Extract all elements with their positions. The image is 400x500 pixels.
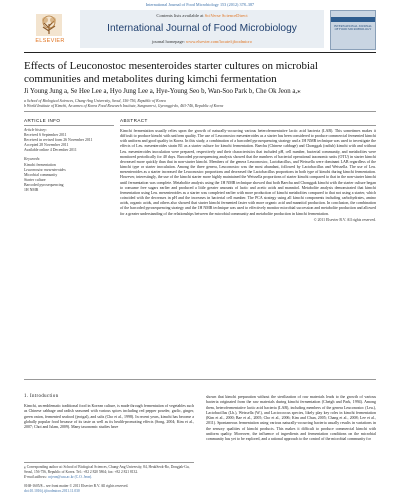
intro-paragraph-continued: shown that kimchi preparation without the sterilization of raw materials leads to the growth of various bacteria originated from the raw materials during kimchi fermentation (Cheigh and Park, 1994). Among them, heterofermentative lactic acid bacteria (LAB), including members of the genera Leuconostoc (Leu.), Lactobacillus (Lb.), Weissella (W.), and Lactococcus species, likely play key roles in kimchi fermentation (Kim et al., 2000; Bae et al., 2005; Cho et al., 2006; Kim and Chun, 2005; Chang et al., 2008; Lee et al., 2011). Spontaneous fermentation using various naturally-occurring bacteria usually results in variations in the sensory qualities of kimchi products. This makes it difficult to produce commercial kimchi with uniform quality. Moreover, the influence of ingredients and fermentation conditions on the microbial community has yet to be explored, and a rational approach to the control of the microbial community for bbox=[206, 394, 376, 441]
abstract-heading: ABSTRACT bbox=[120, 118, 148, 123]
journal-title: International Journal of Food Microbiology bbox=[107, 23, 297, 34]
contents-prefix: Contents lists available at bbox=[156, 13, 205, 18]
article-info-heading: ARTICLE INFO bbox=[24, 118, 61, 123]
keywords-label: Keywords: bbox=[24, 157, 41, 162]
history-label: Article history: bbox=[24, 128, 48, 132]
keywords bbox=[24, 157, 114, 193]
footnotes bbox=[24, 462, 194, 479]
article-authors: Ji Young Jung a, Se Hee Lee a, Hyo Jung Lee a, Hye-Young Seo b, Wan-Soo Park b, Che Ok Jeon a,⁎ bbox=[24, 88, 301, 95]
history-item: Received 6 September 2011 bbox=[24, 133, 67, 138]
intro-paragraph: Kimchi, an emblematic traditional food in Korean culture, is made through fermentation of vegetables such as Chinese cabbage and radish seasoned with various spices including red pepper powder, garlic, ginger, green onion, fermented seafood (jeotgal), and salts (Cho et al., 1998). In recent years, kimchi has become a globally popular food because of its taste as well as its health-promoting effects (Song, 2004; Kim et al., 2007; Choi and Islam, 2009). Many taxonomic studies have bbox=[24, 403, 194, 429]
intro-column-left bbox=[24, 394, 194, 429]
abstract-text: Kimchi fermentation usually relies upon the growth of naturally-occurring various heterofermentative lactic acid bacteria (LAB). This sometimes makes it difficult to produce kimchi with uniform quality. The use of Leuconostoc mesenteroides as a starter has been considered to produce commercial fermented kimchi with uniform and good quality in Korea. In this study, a combination of a barcoded pyrosequencing strategy and a 1H NMR technique was used to investigate the effects of Leu. mesenteroides strain B1 as a starter culture for kimchi fermentation. Baechu (Chinese cabbage) and Chonggak (radish) kimchi with and without Leu. mesenteroides inoculation were prepared, respectively and their characteristics that included pH, cell number, bacterial community, and metabolites were monitored periodically for 40 days. Barcoded pyrosequencing analysis showed that the numbers of bacterial operational taxonomic units (OTU) in starter kimchi decreased more quickly than that in non-starter kimchi. Members of the genera Leuconostoc, Lactobacillus, and Weissella were dominant LAB regardless of the kimchi type or starter inoculation. Among the three genera, Leuconostoc was the most abundant, followed by Lactobacillus and Weissella. The use of Leu. mesenteroides as a starter increased the Leuconostoc proportions and decreased the Lactobacillus proportions in both type of kimchi during kimchi fermentation. However, interestingly, the use of the kimchi starter more highly maintained the Weissella proportions of starter kimchi compared to that in the non-starter kimchi until fermentation was complete. Metabolite analysis using the 1H NMR technique showed that both Baechu and Chonggak kimchi with the starter culture began to consume free sugars earlier and produced a little greater amounts of lactic and acetic acids and mannitol. Metabolite analysis demonstrated that kimchi fermentation using Leu. mesenteroides as a starter was completed earlier with more production of kimchi metabolites compared to that not using a starter, which coincided with the decreases in pH and the increases in bacterial cell number. The PCA strategy using all kimchi components including carbohydrates, amino acids, organic acids, and others also showed that starter kimchi fermented faster with more organic acid and mannitol production. In conclusion, the combination of the barcoded pyrosequencing strategy and the 1H NMR technique was used to effectively monitor microbial succession and metabolite production and allowed for a greater understanding of the relationships between the microbial community and metabolite production in kimchi fermentation. bbox=[120, 125, 376, 216]
publisher-logo bbox=[24, 12, 76, 46]
keyword: 1H NMR bbox=[24, 188, 39, 193]
journal-header bbox=[80, 10, 324, 48]
homepage-line bbox=[80, 39, 324, 44]
history-item: Available online 4 December 2011 bbox=[24, 148, 77, 153]
homepage-prefix: journal homepage: bbox=[152, 39, 186, 44]
keyword: Starter culture bbox=[24, 177, 46, 182]
doi-link[interactable]: doi:10.1016/j.ijfoodmicro.2011.11.030 bbox=[24, 488, 80, 493]
header-divider bbox=[24, 52, 376, 53]
sciencedirect-link[interactable]: SciVerse ScienceDirect bbox=[204, 13, 248, 18]
article-title: Effects of Leuconostoc mesenteroides starter cultures on microbial communities and metabolites during kimchi fermentation bbox=[24, 60, 318, 85]
abstract-copyright: © 2011 Elsevier B.V. All rights reserved. bbox=[313, 217, 376, 222]
keyword: Kimchi fermentation bbox=[24, 162, 56, 167]
affiliations bbox=[24, 99, 376, 110]
email-note bbox=[24, 475, 194, 480]
keyword: Barcoded pyrosequencing bbox=[24, 182, 64, 187]
running-header: International Journal of Food Microbiology 153 (2012) 378–387 bbox=[145, 2, 255, 7]
intro-heading: 1. Introduction bbox=[24, 394, 59, 399]
article-history bbox=[24, 125, 114, 153]
intro-column-right bbox=[206, 394, 376, 441]
section-divider bbox=[24, 111, 376, 112]
email-link[interactable]: cojeon@cau.ac.kr (C.O. Jeon). bbox=[47, 474, 93, 479]
front-matter-footer bbox=[24, 484, 224, 493]
affiliation-a: a School of Biological Sciences, Chung-Ang University, Seoul, 156-756, Republic of Korea bbox=[24, 99, 166, 103]
history-item: Received in revised form 26 November 2011 bbox=[24, 138, 93, 143]
contents-line bbox=[80, 13, 324, 18]
abstract-divider bbox=[24, 379, 376, 380]
affiliation-b: b World Institute of Kimchi, An annex of Korea Food Research Institute, Sungnam-si, Gyeonggi-do, 463-746, Republic of Korea bbox=[24, 104, 224, 109]
history-item: Accepted 28 November 2011 bbox=[24, 143, 69, 148]
article-info bbox=[24, 118, 114, 193]
homepage-link[interactable]: www.elsevier.com/locate/ijfoodmicro bbox=[185, 39, 252, 44]
elsevier-tree-icon bbox=[36, 14, 62, 36]
keyword: Microbial community bbox=[24, 172, 58, 177]
publisher-logo-text: ELSEVIER bbox=[35, 38, 65, 44]
cover-band bbox=[331, 17, 375, 22]
keyword: Leuconostoc mesenteroides bbox=[24, 167, 66, 172]
cover-text: INTERNATIONAL JOURNAL OF FOOD MICROBIOLOGY bbox=[333, 24, 373, 32]
corresponding-author-note: ⁎ Corresponding author at: School of Biological Sciences, Chung-Ang University, 84, HeukSeok-Ro, Dongjak-Gu, Seoul, 156-756, Republic of Korea. Tel.: +82 2 820 5864; fax: +82 2 821 8132. bbox=[24, 465, 190, 474]
journal-cover-thumbnail bbox=[330, 10, 376, 50]
issn-line: 0168-1605/$ – see front matter © 2011 Elsevier B.V. All rights reserved. bbox=[24, 484, 129, 488]
email-label: E-mail address: bbox=[24, 474, 48, 479]
abstract bbox=[120, 118, 376, 222]
